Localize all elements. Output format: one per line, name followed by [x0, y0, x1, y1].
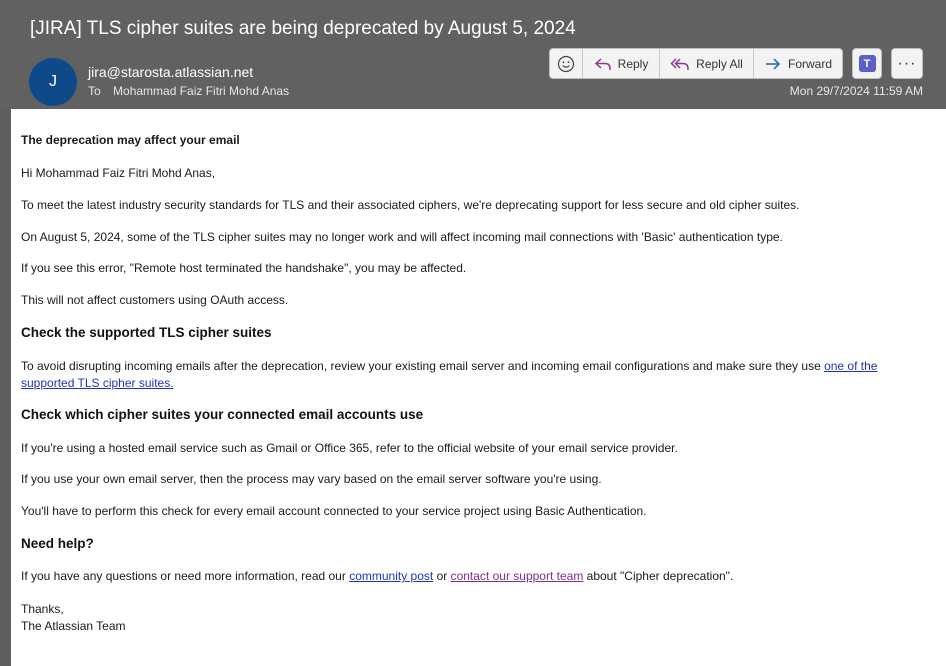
- message-actions-toolbar: [549, 48, 843, 79]
- paragraph-9-post: about "Cipher deprecation".: [583, 569, 734, 583]
- paragraph-6: If you're using a hosted email service such as Gmail or Office 365, refer to the official website of your email service provider.: [21, 441, 678, 455]
- paragraph-4: This will not affect customers using OAuth access.: [21, 293, 289, 307]
- email-body: [11, 109, 946, 666]
- greeting: Hi Mohammad Faiz Fitri Mohd Anas,: [21, 166, 216, 180]
- paragraph-1: To meet the latest industry security standards for TLS and their associated ciphers, we're deprecating support for less secure and old cipher suites.: [21, 198, 800, 212]
- reply-label: Reply: [617, 56, 649, 71]
- intro-heading: The deprecation may affect your email: [21, 133, 240, 147]
- more-actions-button[interactable]: ···: [891, 48, 923, 79]
- section-heading-check-suites: Check which cipher suites your connected email accounts use: [21, 407, 424, 422]
- paragraph-2: On August 5, 2024, some of the TLS cipher suites may no longer work and will affect incoming mail connections with 'Basic' authentication type.: [21, 230, 783, 244]
- forward-label: Forward: [787, 56, 832, 71]
- sent-datetime: Mon 29/7/2024 11:59 AM: [789, 84, 923, 98]
- forward-arrow-icon: [764, 56, 782, 72]
- paragraph-7: If you use your own email server, then the process may vary based on the email server software you're using.: [21, 472, 602, 486]
- teams-icon: T: [859, 55, 876, 72]
- paragraph-9-pre: If you have any questions or need more information, read our: [21, 569, 350, 583]
- to-label: To: [88, 84, 101, 98]
- sender-address[interactable]: jira@starosta.atlassian.net: [88, 64, 254, 80]
- supported-cipher-suites-link[interactable]: one of the supported TLS cipher suites.: [21, 359, 878, 390]
- signature: The Atlassian Team: [21, 619, 126, 633]
- recipient-name[interactable]: Mohammad Faiz Fitri Mohd Anas: [113, 84, 290, 98]
- react-button[interactable]: [550, 49, 583, 78]
- sign-off: Thanks,: [21, 602, 64, 616]
- paragraph-8: You'll have to perform this check for every email account connected to your service project using Basic Authentication.: [21, 504, 647, 518]
- community-post-link[interactable]: community post: [349, 569, 434, 583]
- reply-button[interactable]: [583, 49, 660, 78]
- reply-all-icon: [670, 56, 690, 72]
- email-header: [0, 0, 946, 109]
- paragraph-9-mid: or: [433, 569, 451, 583]
- paragraph-5: [21, 358, 916, 392]
- contact-support-link[interactable]: contact our support team: [450, 569, 584, 583]
- paragraph-5-text: To avoid disrupting incoming emails after the deprecation, review your existing email server and incoming email configurations and make sure they use: [21, 359, 825, 373]
- paragraph-3: If you see this error, "Remote host terminated the handshake", you may be affected.: [21, 261, 467, 275]
- reply-all-button[interactable]: [660, 49, 754, 78]
- reply-all-label: Reply All: [696, 56, 743, 71]
- teams-share-button[interactable]: [852, 48, 882, 79]
- smiley-icon: [557, 55, 575, 73]
- recipient-row: [88, 84, 289, 98]
- section-heading-need-help: Need help?: [21, 536, 94, 551]
- sender-avatar[interactable]: J: [29, 58, 77, 106]
- reply-icon: [594, 56, 612, 72]
- paragraph-9: [21, 569, 733, 583]
- section-heading-supported-suites: Check the supported TLS cipher suites: [21, 325, 272, 340]
- email-subject: [JIRA] TLS cipher suites are being deprecated by August 5, 2024: [30, 18, 576, 39]
- forward-button[interactable]: [754, 49, 842, 78]
